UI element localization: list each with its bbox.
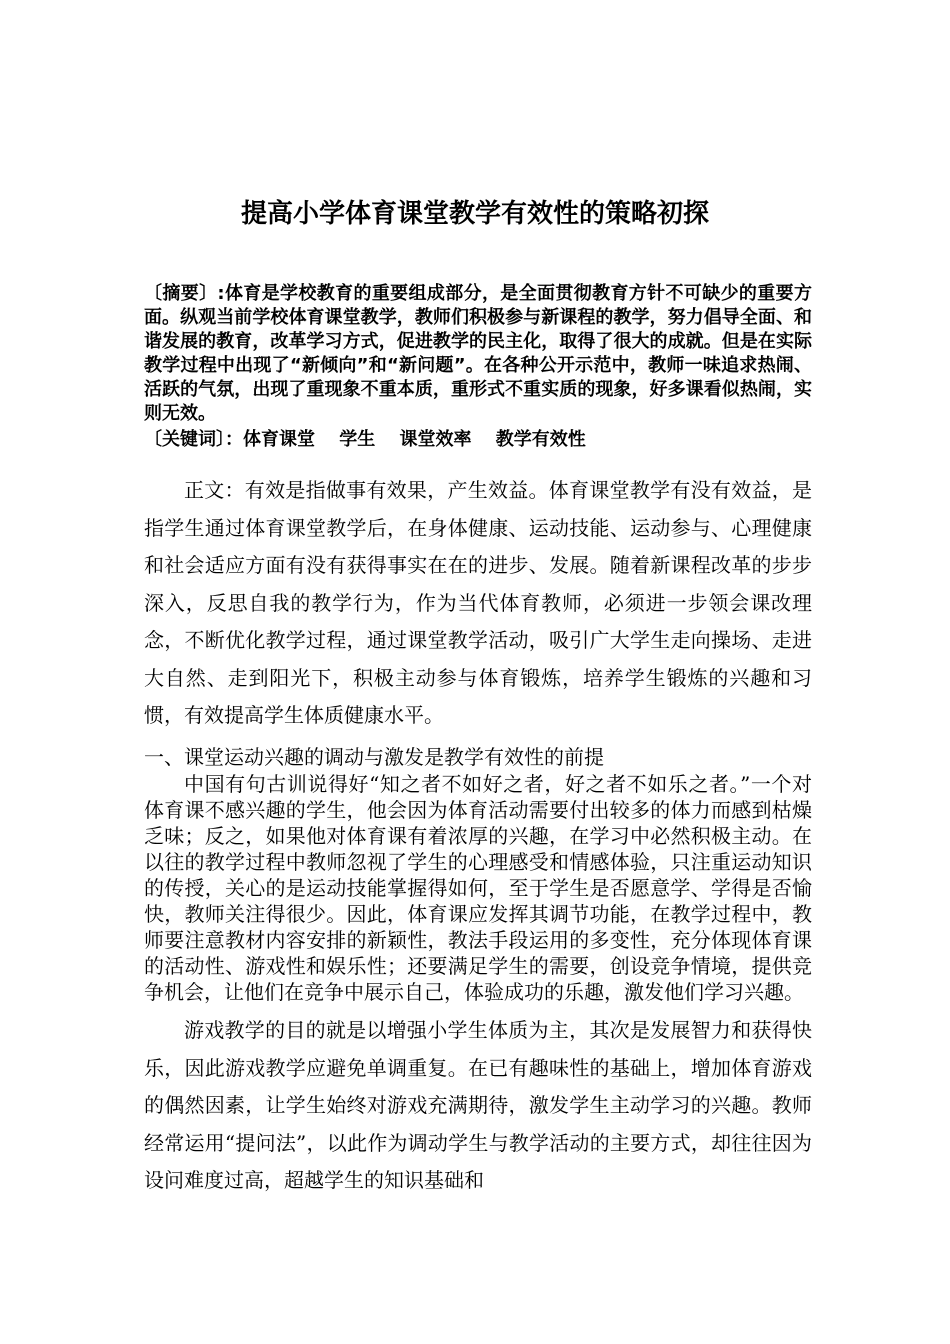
body-intro-paragraph: 正文：有效是指做事有效果，产生效益。体育课堂教学有没有效益，是指学生通过体育课堂教学后，在身体健康、运动技能、运动参与、心理健康和社会适应方面有没有获得事实在在的进步、发展。随着新课程改革的步步深入，反思自我的教学行为，作为当代体育教师，必须进一步领会课改理念，不断优化教学过程，通过课堂教学活动，吸引广大学生走向操场、走进大自然、走到阳光下，积极主动参与体育锻炼，培养学生锻炼的兴趣和习惯，有效提高学生体质健康水平。 (144, 478, 812, 727)
section-heading: 一、课堂运动兴趣的调动与激发是教学有效性的前提 (144, 745, 604, 769)
section-paragraph-1: 中国有句古训说得好“知之者不如好之者，好之者不如乐之者。”一个对体育课不感兴趣的学生，他会因为体育活动需要付出较多的体力而感到枯燥乏味；反之，如果他对体育课有着浓厚的兴趣，在学习中必然积极主动。在以往的教学过程中教师忽视了学生的心理感受和情感体验，只注重运动知识的传授，关心的是运动技能掌握得如何，至于学生是否愿意学、学得是否愉快，教师关注得很少。因此，体育课应发挥其调节功能，在教学过程中，教师要注意教材内容安排的新颖性，教法手段运用的多变性，充分体现体育课的活动性、游戏性和娱乐性；还要满足学生的需要，创设竞争情境，提供竞争机会，让他们在竞争中展示自己，体验成功的乐趣，激发他们学习兴趣。 (144, 772, 812, 1004)
abstract-paragraph: 〔摘要〕:体育是学校教育的重要组成部分，是全面贯彻教育方针不可缺少的重要方面。纵观当前学校体育课堂教学，教师们积极参与新课程的教学，努力倡导全面、和谐发展的教育，改革学习方式，促进教学的民主化，取得了很大的成就。但是在实际教学过程中出现了“新倾向”和“新问题”。在各种公开示范中，教师一味追求热闹、活跃的气氛，出现了重现象不重本质，重形式不重实质的现象，好多课看似热闹，实则无效。 (144, 283, 812, 424)
section-paragraph-2: 游戏教学的目的就是以增强小学生体质为主，其次是发展智力和获得快乐，因此游戏教学应避免单调重复。在已有趣味性的基础上，增加体育游戏的偶然因素，让学生始终对游戏充满期待，激发学生主动学习的兴趣。教师经常运用“提问法”，以此作为调动学生与教学活动的主要方式，却往往因为设问难度过高，超越学生的知识基础和 (144, 1018, 812, 1192)
document-title: 提高小学体育课堂教学有效性的策略初探 (240, 199, 709, 229)
keywords-line: 〔关键词〕：体育课堂 学生 课堂效率 教学有效性 (144, 429, 586, 450)
